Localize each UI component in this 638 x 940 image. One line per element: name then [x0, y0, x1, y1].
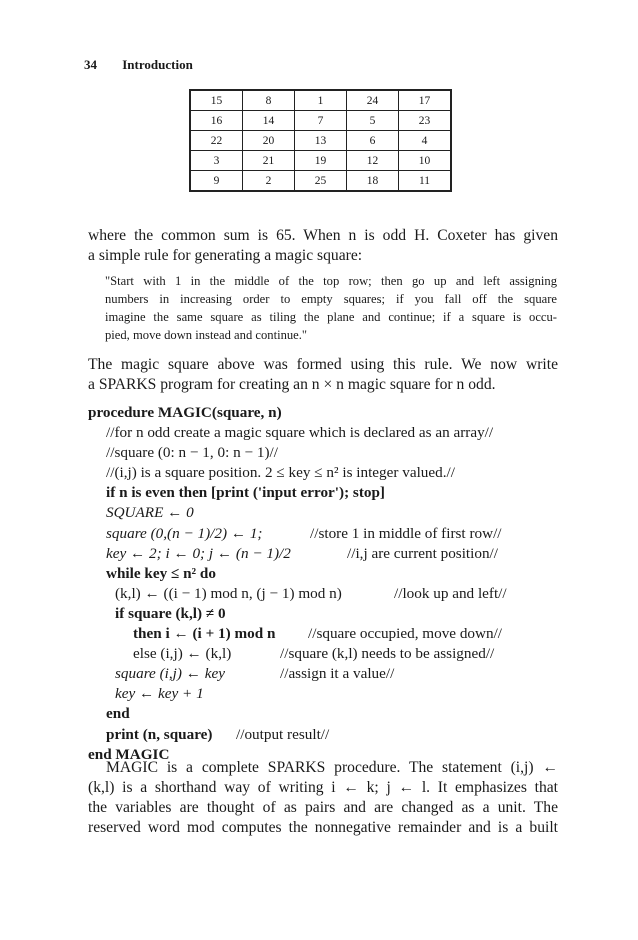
text-line: numbers in increasing order to empty squares; if you fall off the square [105, 292, 557, 306]
table-cell: 23 [399, 111, 452, 131]
section-title: Introduction [122, 57, 193, 72]
code-line: if n is even then [print ('input error'); stop] [106, 484, 385, 502]
table-row [190, 111, 451, 131]
code-comment: //for n odd create a magic square which is declared as an array// [106, 424, 494, 442]
code-line-with-comment [88, 584, 568, 604]
table-cell: 19 [295, 151, 347, 171]
code-line: if square (k,l) ≠ 0 [115, 604, 226, 622]
code-statement: (k,l) ← ((i − 1) mod n, (j − 1) mod n) [115, 584, 342, 602]
table-cell: 25 [295, 171, 347, 192]
magic-procedure-code [88, 403, 568, 765]
table-cell: 10 [399, 151, 452, 171]
code-statement: print (n, square) [106, 725, 213, 743]
code-line: key ← key + 1 [115, 685, 204, 703]
table-row [190, 151, 451, 171]
code-comment: //look up and left// [394, 584, 507, 602]
table-cell: 1 [295, 90, 347, 111]
code-line: end MAGIC [88, 745, 170, 763]
table-cell: 3 [190, 151, 243, 171]
paragraph-sparks-intro [88, 355, 558, 395]
text-line: a simple rule for generating a magic square: [88, 247, 363, 264]
code-comment: //square (k,l) needs to be assigned// [280, 645, 495, 663]
table-cell: 7 [295, 111, 347, 131]
code-comment: //assign it a value// [280, 665, 395, 683]
table-cell: 15 [190, 90, 243, 111]
code-comment: //square occupied, move down// [308, 625, 503, 643]
table-cell: 5 [347, 111, 399, 131]
table-cell: 14 [243, 111, 295, 131]
table-cell: 22 [190, 131, 243, 151]
table-cell: 18 [347, 171, 399, 192]
table-row [190, 171, 451, 192]
text-line: a SPARKS program for creating an n × n magic square for n odd. [88, 376, 496, 393]
text-line: pied, move down instead and continue." [105, 328, 308, 342]
table-cell: 20 [243, 131, 295, 151]
table-cell: 21 [243, 151, 295, 171]
table-cell: 13 [295, 131, 347, 151]
text-line: where the common sum is 65. When n is odd H. Coxeter has given [88, 227, 558, 244]
code-statement: key ← 2; i ← 0; j ← (n − 1)/2 [106, 544, 291, 562]
code-comment: //store 1 in middle of first row// [310, 524, 502, 542]
table-cell: 11 [399, 171, 452, 192]
page-number: 34 [84, 57, 97, 72]
code-line-with-comment [88, 644, 568, 664]
code-line-with-comment [88, 624, 568, 644]
code-line: SQUARE ← 0 [106, 504, 194, 522]
text-line: the variables are thought of as pairs and are changed as a unit. The [88, 799, 558, 816]
table-cell: 17 [399, 90, 452, 111]
code-statement: square (i,j) ← key [115, 665, 225, 683]
code-line: procedure MAGIC(square, n) [88, 404, 282, 421]
page-header [84, 57, 193, 73]
code-line-with-comment [88, 544, 568, 564]
code-line: end [106, 705, 130, 723]
table-cell: 9 [190, 171, 243, 192]
text-line: imagine the same square as tiling the plane and continue; if a square is occu- [105, 310, 557, 324]
table-cell: 24 [347, 90, 399, 111]
table-cell: 12 [347, 151, 399, 171]
table-row [190, 131, 451, 151]
paragraph-coxeter-rule [88, 226, 558, 266]
code-statement: then i ← (i + 1) mod n [133, 625, 276, 643]
table-cell: 6 [347, 131, 399, 151]
table-cell: 16 [190, 111, 243, 131]
text-line: The magic square above was formed using this rule. We now write [88, 356, 558, 373]
code-line-with-comment [88, 664, 568, 684]
text-line: "Start with 1 in the middle of the top row; then go up and left assigning [105, 274, 557, 288]
table-row [190, 90, 451, 111]
code-line-with-comment [88, 725, 568, 745]
code-line-with-comment [88, 524, 568, 544]
code-line: while key ≤ n² do [106, 564, 216, 582]
code-comment: //square (0: n − 1, 0: n − 1)// [106, 444, 278, 462]
text-line: reserved word mod computes the nonnegative remainder and is a built [88, 819, 558, 836]
text-line: (k,l) is a shorthand way of writing i ← k; j ← l. It emphasizes that [88, 779, 558, 796]
paragraph-magic-explanation [88, 758, 558, 838]
code-comment: //(i,j) is a square position. 2 ≤ key ≤ n² is integer valued.// [106, 464, 455, 482]
code-statement: square (0,(n − 1)/2) ← 1; [106, 524, 263, 542]
code-comment: //i,j are current position// [347, 544, 498, 562]
table-cell: 4 [399, 131, 452, 151]
magic-square-table [189, 89, 452, 192]
text-line: MAGIC is a complete SPARKS procedure. The statement (i,j) ← [106, 759, 558, 776]
code-statement: else (i,j) ← (k,l) [133, 645, 232, 663]
table-cell: 2 [243, 171, 295, 192]
table-cell: 8 [243, 90, 295, 111]
rule-quote [105, 272, 557, 344]
code-comment: //output result// [236, 725, 330, 743]
